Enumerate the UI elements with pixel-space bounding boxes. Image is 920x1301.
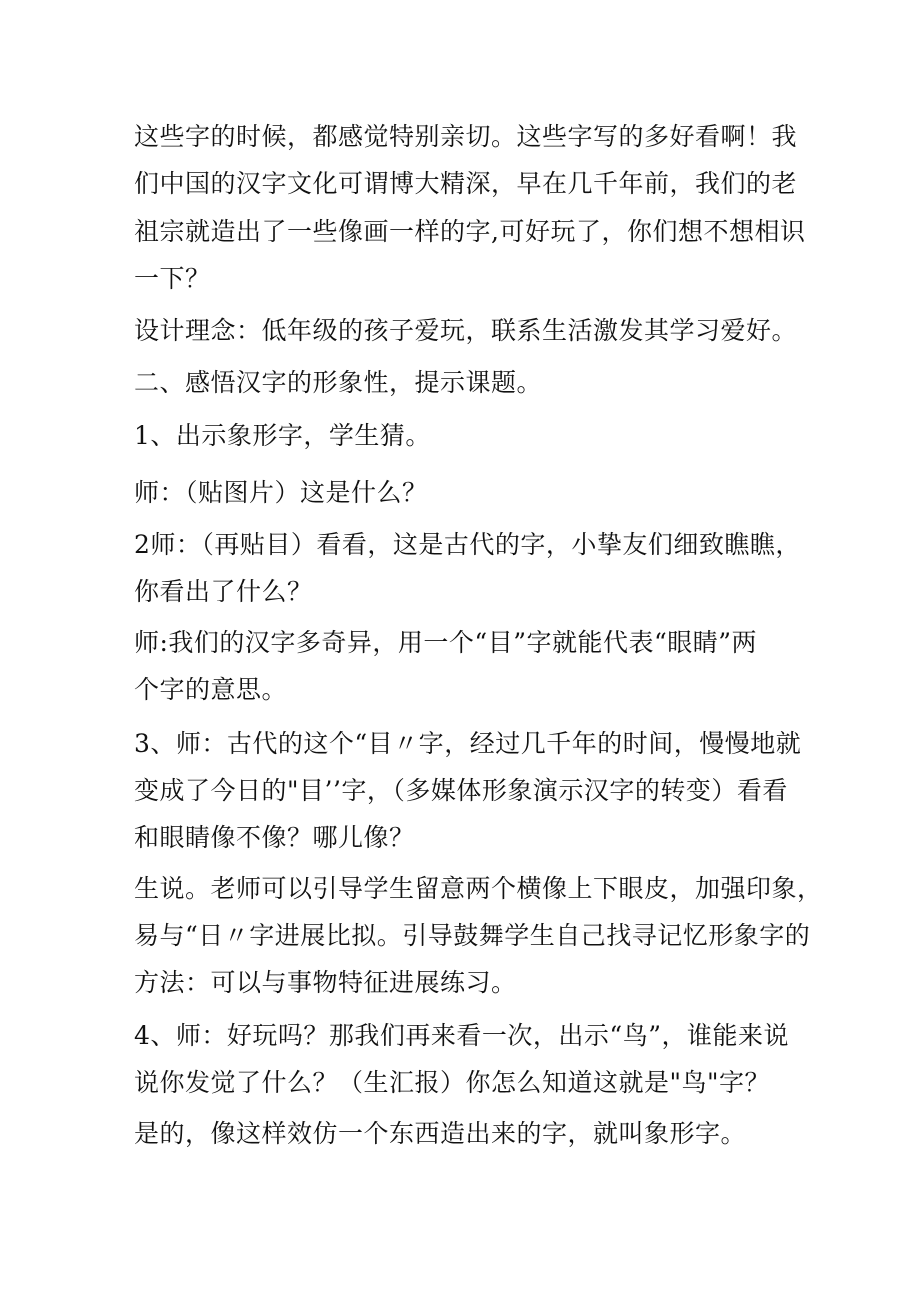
text-line: 2师：（再贴目）看看，这是古代的字，小挚友们细致瞧瞧，	[134, 530, 801, 559]
text-line: 1、出示象形字，学生猜。	[134, 421, 431, 450]
text-line: 师：（贴图片）这是什么？	[134, 478, 428, 507]
text-line: 一下？	[134, 264, 211, 293]
text-line: 这些字的时候，都感觉特别亲切。这些字写的多好看啊！我	[134, 122, 798, 151]
text-line: 是的，像这样效仿一个东西造出来的字，就叫象形字。	[134, 1119, 747, 1148]
text-line: 生说。老师可以引导学生留意两个横像上下眼皮，加强印象，	[134, 874, 823, 903]
text-line: 方法：可以与事物特征进展练习。	[134, 968, 517, 997]
text-line: 们中国的汉字文化可谓博大精深，早在几千年前，我们的老	[134, 169, 798, 198]
text-line: 3、师：古代的这个“目〃字，经过几千年的时间，慢慢地就	[134, 729, 802, 758]
text-line: 4、师：好玩吗？那我们再来看一次，出示“鸟”，谁能来说	[134, 1021, 789, 1050]
text-line: 说你发觉了什么？（生汇报）你怎么知道这就是"鸟"字？	[134, 1068, 771, 1097]
text-line: 你看出了什么？	[134, 577, 313, 606]
section-heading: 二、感悟汉字的形象性，提示课题。	[134, 368, 543, 397]
text-line: 和眼睛像不像？哪儿像？	[134, 823, 415, 852]
text-line: 易与“日〃字进展比拟。引导鼓舞学生自己找寻记忆形象字的	[134, 921, 811, 950]
text-line: 师:我们的汉字多奇异，用一个“目”字就能代表“眼睛”两	[134, 628, 758, 657]
text-line: 个字的意思。	[134, 675, 288, 704]
text-line: 变成了今日的"目’’字，（多媒体形象演示汉字的转变）看看	[134, 776, 788, 805]
text-line: 设计理念：低年级的孩子爱玩，联系生活激发其学习爱好。	[134, 316, 798, 345]
text-line: 祖宗就造出了一些像画一样的字,可好玩了，你们想不想相识	[134, 217, 806, 246]
